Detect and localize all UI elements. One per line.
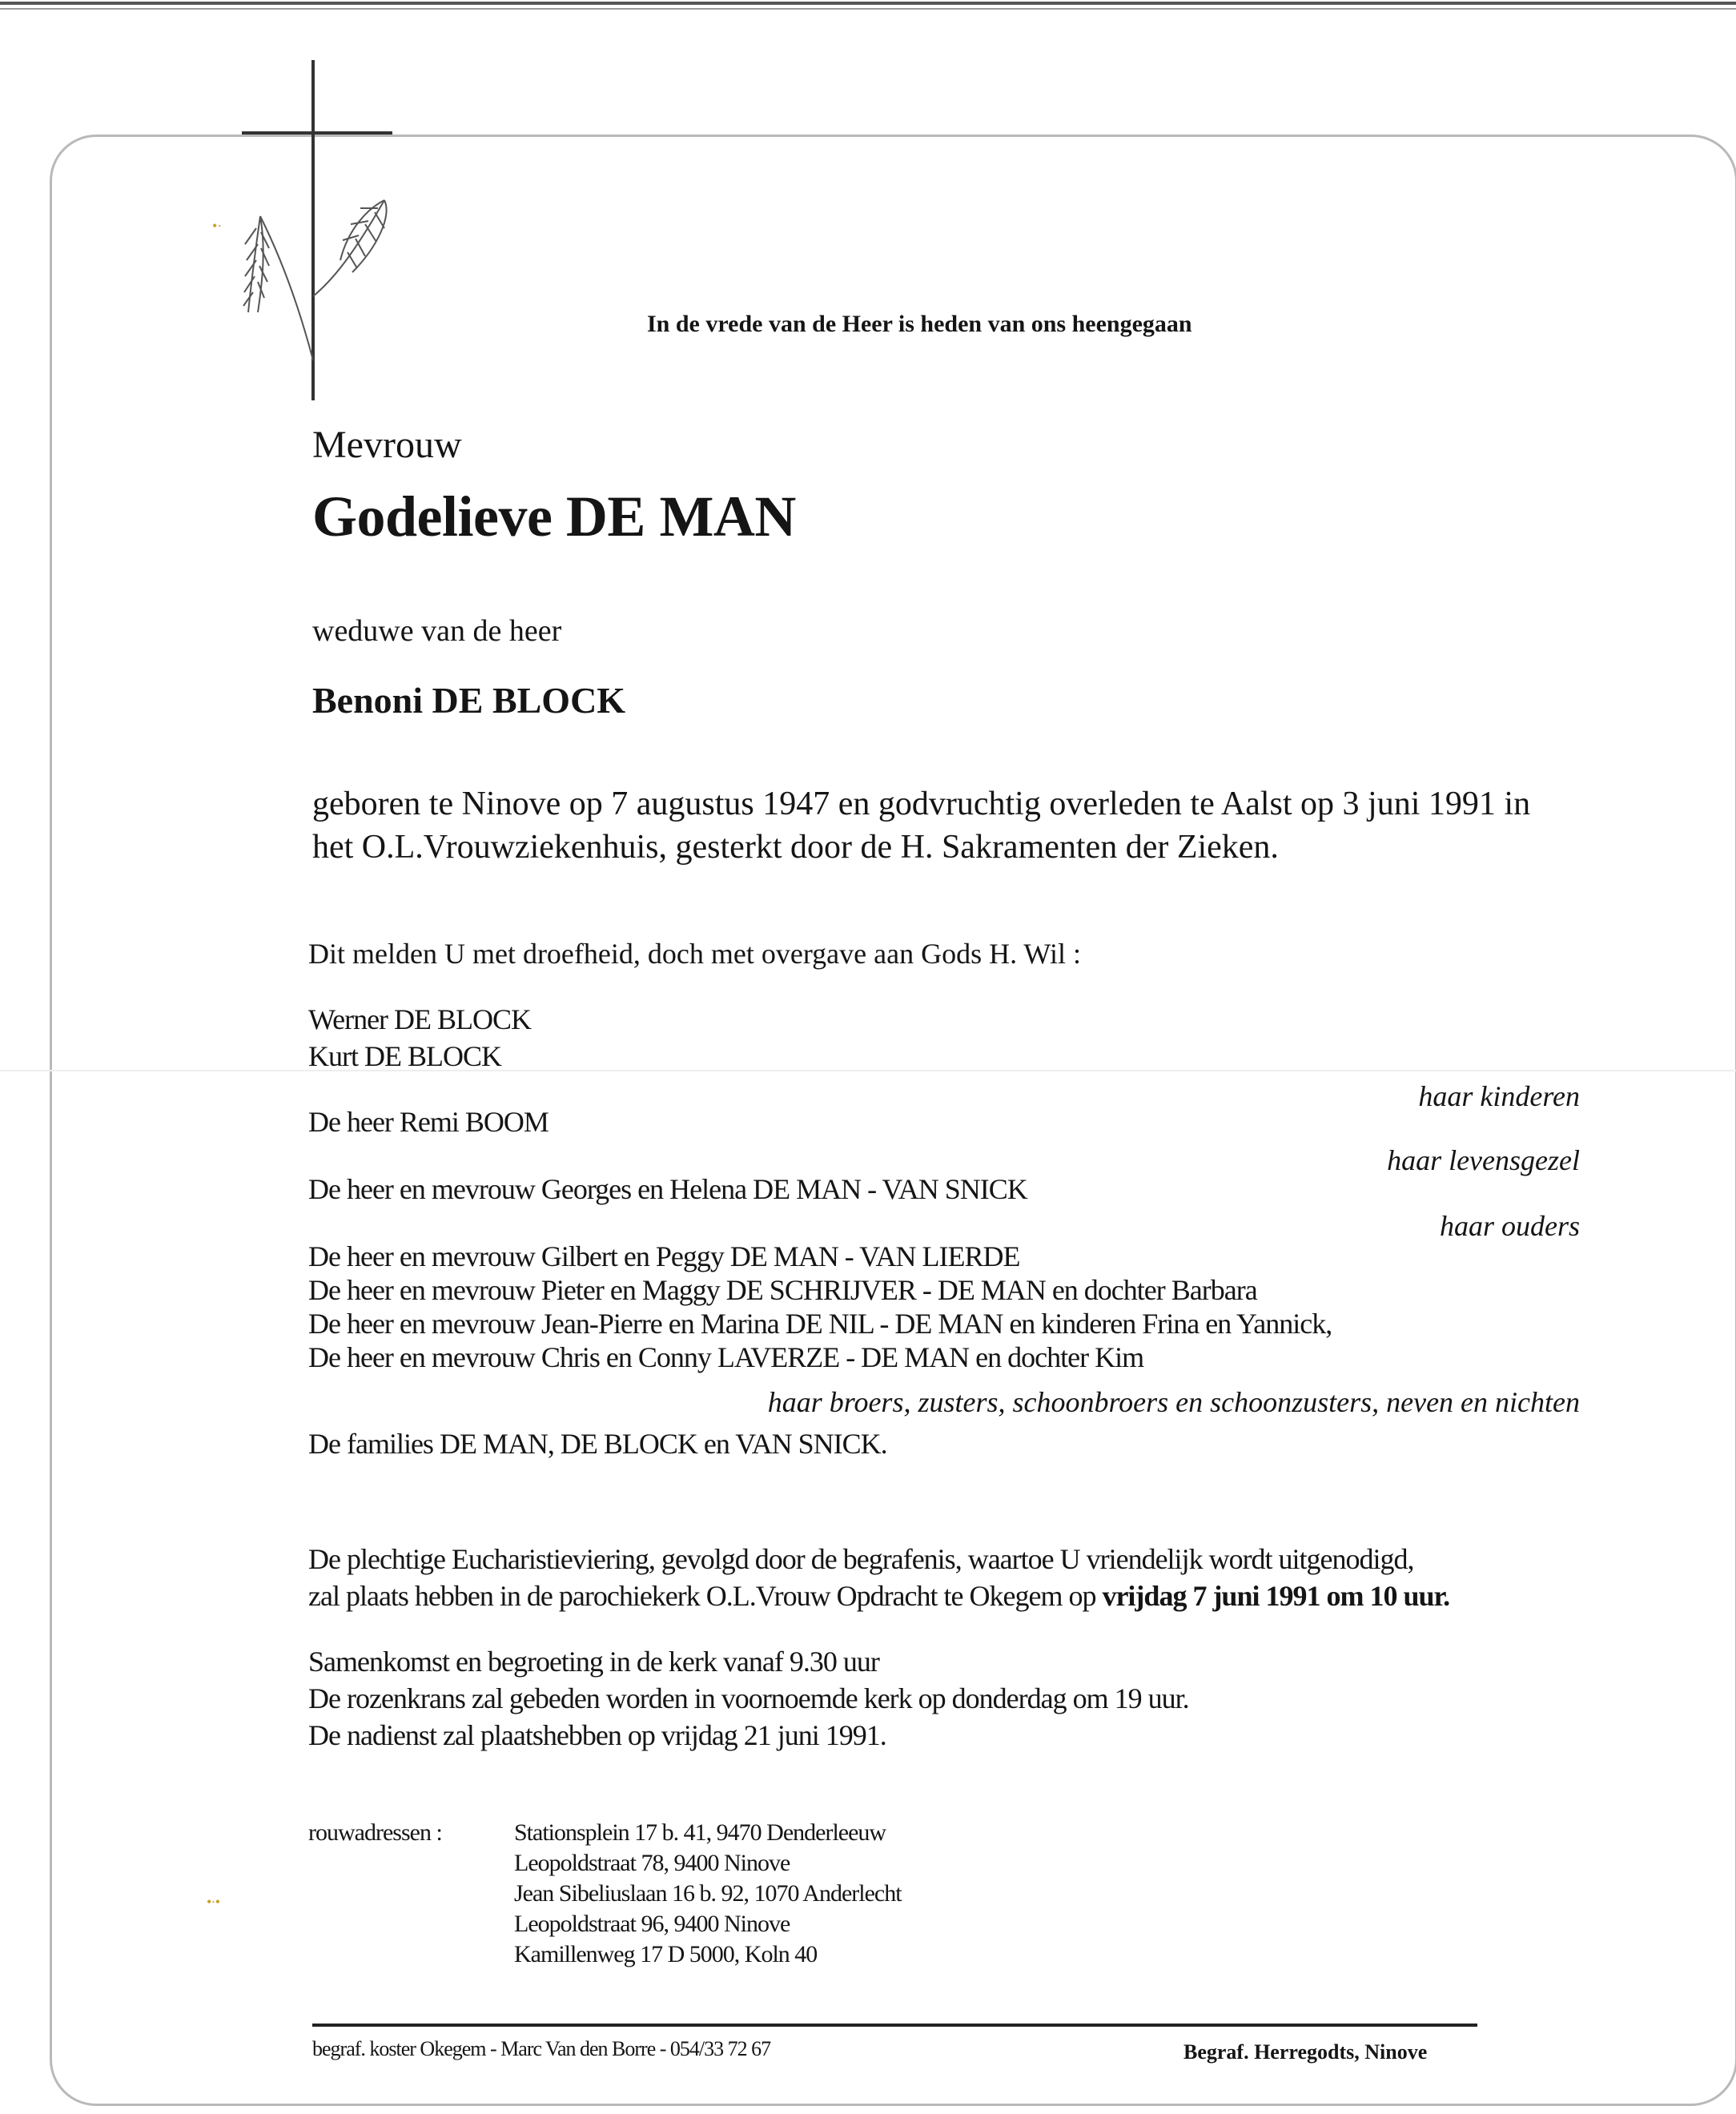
scan-top-edge	[0, 2, 1736, 5]
parents-names: De heer en mevrouw Georges en Helena DE MAN - VAN SNICK	[308, 1173, 1027, 1205]
child-name: Werner DE BLOCK	[308, 1003, 532, 1035]
address-line: Leopoldstraat 96, 9400 Ninove	[514, 1911, 790, 1937]
address-line: Jean Sibeliuslaan 16 b. 92, 1070 Anderlecht	[514, 1880, 902, 1907]
address-line: Stationsplein 17 b. 41, 9470 Denderleeuw	[514, 1819, 886, 1846]
birth-death-line-2: het O.L.Vrouwziekenhuis, gesterkt door de H. Sakramenten der Zieken.	[312, 829, 1279, 866]
footer-undertaker: Begraf. Herregodts, Ninove	[1183, 2040, 1428, 2064]
note-line: De rozenkrans zal gebeden worden in voornoemde kerk op donderdag om 19 uur.	[308, 1682, 1189, 1714]
ceremony-line-1: De plechtige Eucharistieviering, gevolgd door de begrafenis, waartoe U vriendelijk wordt uitgenodigd,	[308, 1543, 1414, 1575]
children-label: haar kinderen	[1418, 1080, 1580, 1112]
footer-rule	[312, 2024, 1477, 2027]
note-line: Samenkomst en begroeting in de kerk vanaf 9.30 uur	[308, 1646, 879, 1678]
sibling-line: De heer en mevrouw Jean-Pierre en Marina DE NIL - DE MAN en kinderen Frina en Yannick,	[308, 1308, 1332, 1340]
speck-dots: •∙•	[207, 1894, 221, 1910]
addresses-label: rouwadressen :	[308, 1819, 442, 1846]
card-border	[50, 135, 1736, 2106]
footer-sexton: begraf. koster Okegem - Marc Van den Borre - 054/33 72 67	[312, 2037, 771, 2060]
scan-top-edge-thin	[0, 8, 1736, 10]
ceremony-date: vrijdag 7 juni 1991 om 10 uur.	[1102, 1580, 1450, 1612]
siblings-label: haar broers, zusters, schoonbroers en schoonzusters, neven en nichten	[767, 1386, 1580, 1418]
speck-dots: •·	[212, 218, 223, 234]
address-line: Leopoldstraat 78, 9400 Ninove	[514, 1850, 790, 1876]
announcement: Dit melden U met droefheid, doch met overgave aan Gods H. Wil :	[308, 938, 1081, 970]
widow-of: weduwe van de heer	[312, 614, 562, 648]
address-line: Kamillenweg 17 D 5000, Koln 40	[514, 1941, 818, 1967]
families-line: De families DE MAN, DE BLOCK en VAN SNICK.	[308, 1428, 887, 1460]
title: Mevrouw	[312, 424, 462, 466]
sibling-line: De heer en mevrouw Pieter en Maggy DE SCHRIJVER - DE MAN en dochter Barbara	[308, 1274, 1257, 1306]
wheat-left-icon	[243, 216, 313, 360]
wheat-right-icon	[313, 200, 387, 296]
cross-icon	[200, 56, 456, 408]
child-name: Kurt DE BLOCK	[308, 1040, 501, 1072]
deceased-name: Godelieve DE MAN	[312, 484, 796, 549]
sibling-line: De heer en mevrouw Gilbert en Peggy DE MAN - VAN LIERDE	[308, 1240, 1020, 1272]
sibling-line: De heer en mevrouw Chris en Conny LAVERZE - DE MAN en dochter Kim	[308, 1341, 1144, 1373]
birth-death-line-1: geboren te Ninove op 7 augustus 1947 en godvruchtig overleden te Aalst op 3 juni 1991 in	[312, 786, 1531, 822]
note-line: De nadienst zal plaatshebben op vrijdag 21 juni 1991.	[308, 1719, 886, 1751]
ceremony-line-2	[308, 1579, 1449, 1613]
intro-text: In de vrede van de Heer is heden van ons heengegaan	[647, 311, 1192, 337]
parents-label: haar ouders	[1439, 1210, 1580, 1242]
partner-label: haar levensgezel	[1387, 1144, 1580, 1176]
husband-name: Benoni DE BLOCK	[312, 680, 626, 721]
ceremony-location: zal plaats hebben in de parochiekerk O.L.Vrouw Opdracht te Okegem op	[308, 1580, 1103, 1612]
fold-line	[0, 1070, 1736, 1071]
partner-name: De heer Remi BOOM	[308, 1106, 549, 1138]
